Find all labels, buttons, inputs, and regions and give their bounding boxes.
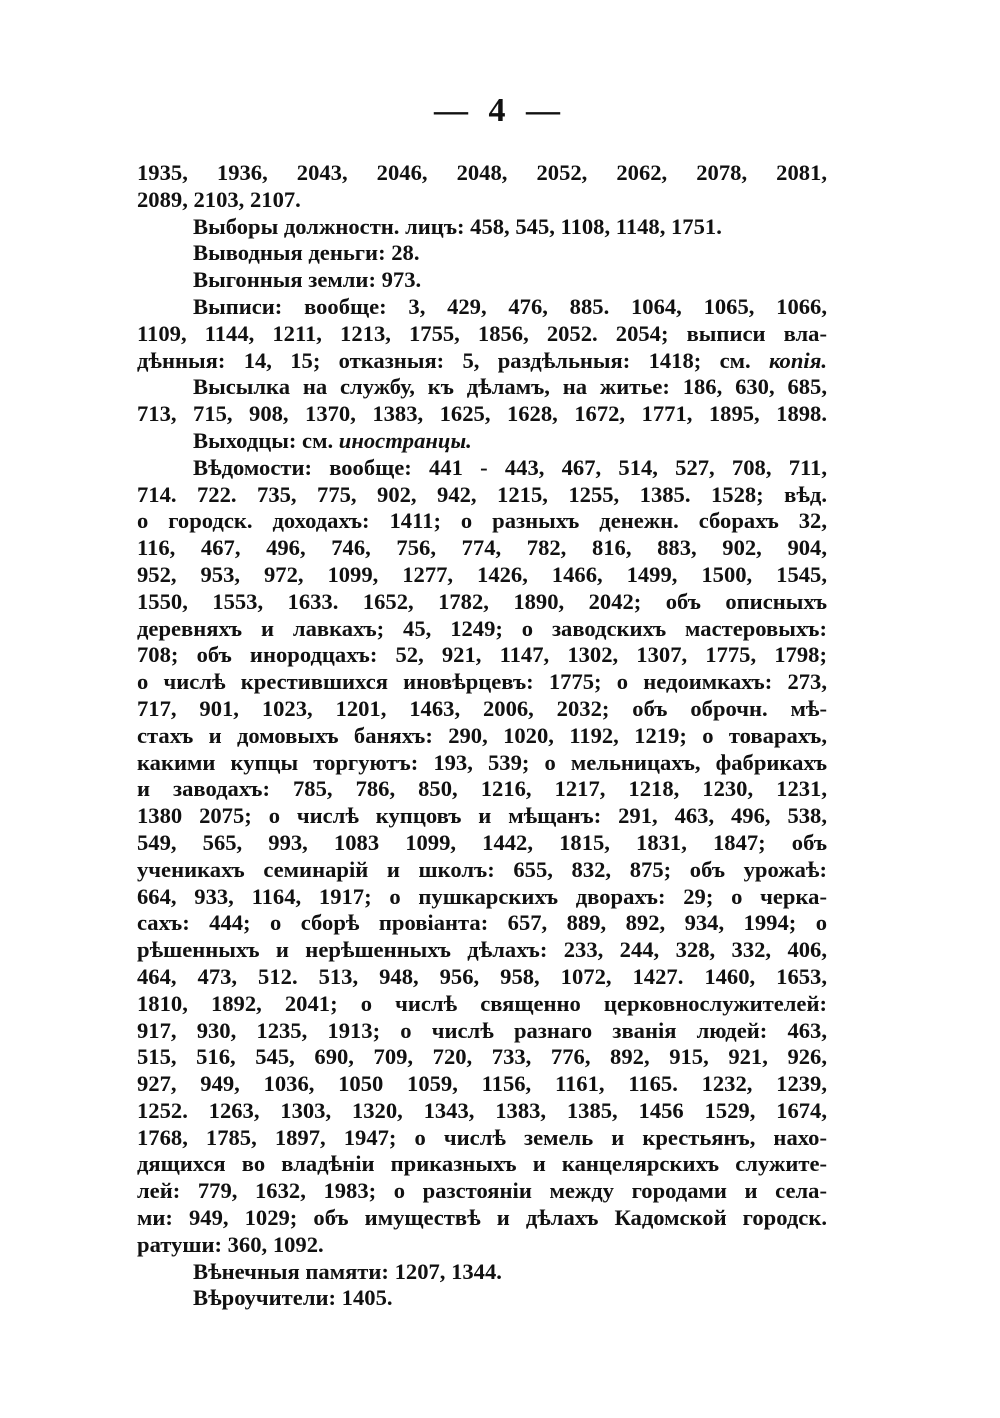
index-line: ратуши: 360, 1092. <box>137 1231 324 1257</box>
index-line: о числѣ крестившихся иновѣрцевъ: 1775; о недоимкахъ: 273, <box>137 669 827 695</box>
cross-reference: иностранцы. <box>338 427 472 453</box>
index-line: и заводахъ: 785, 786, 850, 1216, 1217, 1218, 1230, 1231, <box>137 776 827 802</box>
entry-vyvodnye: Выводныя деньги: 28. <box>193 240 420 266</box>
index-line: лей: 779, 1632, 1983; о разстояніи между городами и села- <box>137 1178 827 1204</box>
index-line: 717, 901, 1023, 1201, 1463, 2006, 2032; объ оброчн. мѣ- <box>137 695 827 721</box>
index-line: 549, 565, 993, 1083 1099, 1442, 1815, 1831, 1847; объ <box>137 829 827 855</box>
index-line: 116, 467, 496, 746, 756, 774, 782, 816, 883, 902, 904, <box>137 535 827 561</box>
index-line: сахъ: 444; о сборѣ провіанта: 657, 889, 892, 934, 1994; о <box>137 910 827 936</box>
index-line: 927, 949, 1036, 1050 1059, 1156, 1161, 1165. 1232, 1239, <box>137 1071 827 1097</box>
index-line: 2089, 2103, 2107. <box>137 186 301 212</box>
entry-vybory: Выборы должностн. лицъ: 458, 545, 1108, 1148, 1751. <box>193 213 722 239</box>
index-line: о городск. доходахъ: 1411; о разныхъ денежн. сборахъ 32, <box>137 508 827 534</box>
page-number: — 4 — <box>434 92 566 129</box>
cross-reference: копія. <box>768 347 827 373</box>
entry-vypisi: Выписи: вообще: 3, 429, 476, 885. 1064, 1065, 1066, <box>193 293 827 319</box>
index-line: 714. 722. 735, 775, 902, 942, 1215, 1255, 1385. 1528; вѣд. <box>137 481 827 507</box>
index-line: 952, 953, 972, 1099, 1277, 1426, 1466, 1499, 1500, 1545, <box>137 561 827 587</box>
index-line: 1109, 1144, 1211, 1213, 1755, 1856, 2052. 2054; выписи вла- <box>137 320 827 346</box>
index-line: рѣшенныхъ и нерѣшенныхъ дѣлахъ: 233, 244, 328, 332, 406, <box>137 937 827 963</box>
entry-vysylka: Высылка на службу, къ дѣламъ, на житье: 186, 630, 685, <box>193 374 827 400</box>
index-line: 1768, 1785, 1897, 1947; о числѣ земель и крестьянъ, нахо- <box>137 1124 827 1150</box>
index-line: 1810, 1892, 2041; о числѣ священно церковнослужителей: <box>137 990 827 1016</box>
index-line-text: дѣнныя: 14, 15; отказныя: 5, раздѣльныя: 1418; см. <box>137 347 751 373</box>
index-line <box>137 348 827 375</box>
index-line: 1380 2075; о числѣ купцовъ и мѣщанъ: 291, 463, 496, 538, <box>137 803 827 829</box>
entry-vykhodtsy <box>137 428 827 455</box>
index-line: ми: 949, 1029; объ имуществѣ и дѣлахъ Кадомской городск. <box>137 1205 827 1231</box>
index-line: 664, 933, 1164, 1917; о пушкарскихъ дворахъ: 29; о черка- <box>137 883 827 909</box>
index-line: 713, 715, 908, 1370, 1383, 1625, 1628, 1672, 1771, 1895, 1898. <box>137 401 827 427</box>
index-line: 1935, 1936, 2043, 2046, 2048, 2052, 2062, 2078, 2081, <box>137 160 827 185</box>
index-line-text: Выходцы: см. <box>193 427 334 453</box>
index-line: какими купцы торгуютъ: 193, 539; о мельницахъ, фабрикахъ <box>137 749 827 775</box>
index-line: 708; объ инородцахъ: 52, 921, 1147, 1302, 1307, 1775, 1798; <box>137 642 827 668</box>
entry-vygonnye: Выгонныя земли: 973. <box>193 267 422 293</box>
index-line: 917, 930, 1235, 1913; о числѣ разнаго званія людей: 463, <box>137 1017 827 1043</box>
index-line: 464, 473, 512. 513, 948, 956, 958, 1072, 1427. 1460, 1653, <box>137 963 827 989</box>
index-line: ученикахъ семинарій и школъ: 655, 832, 875; объ урожаѣ: <box>137 856 827 882</box>
index-line: деревняхъ и лавкахъ; 45, 1249; о заводскихъ мастеровыхъ: <box>137 615 827 641</box>
index-line: стахъ и домовыхъ баняхъ: 290, 1020, 1192, 1219; о товарахъ, <box>137 722 827 748</box>
index-line: дящихся во владѣніи приказныхъ и канцелярскихъ служите- <box>137 1151 827 1177</box>
index-line: 1252. 1263, 1303, 1320, 1343, 1383, 1385, 1456 1529, 1674, <box>137 1097 827 1123</box>
entry-vedomosti: Вѣдомости: вообще: 441 - 443, 467, 514, 527, 708, 711, <box>193 454 827 480</box>
index-text <box>137 160 827 1312</box>
index-line: 515, 516, 545, 690, 709, 720, 733, 776, 892, 915, 921, 926, <box>137 1044 827 1070</box>
index-line: 1550, 1553, 1633. 1652, 1782, 1890, 2042; объ описныхъ <box>137 588 827 614</box>
entry-venechnye: Вѣнечныя памяти: 1207, 1344. <box>193 1258 502 1284</box>
entry-verouchiteli: Вѣроучители: 1405. <box>193 1285 393 1311</box>
